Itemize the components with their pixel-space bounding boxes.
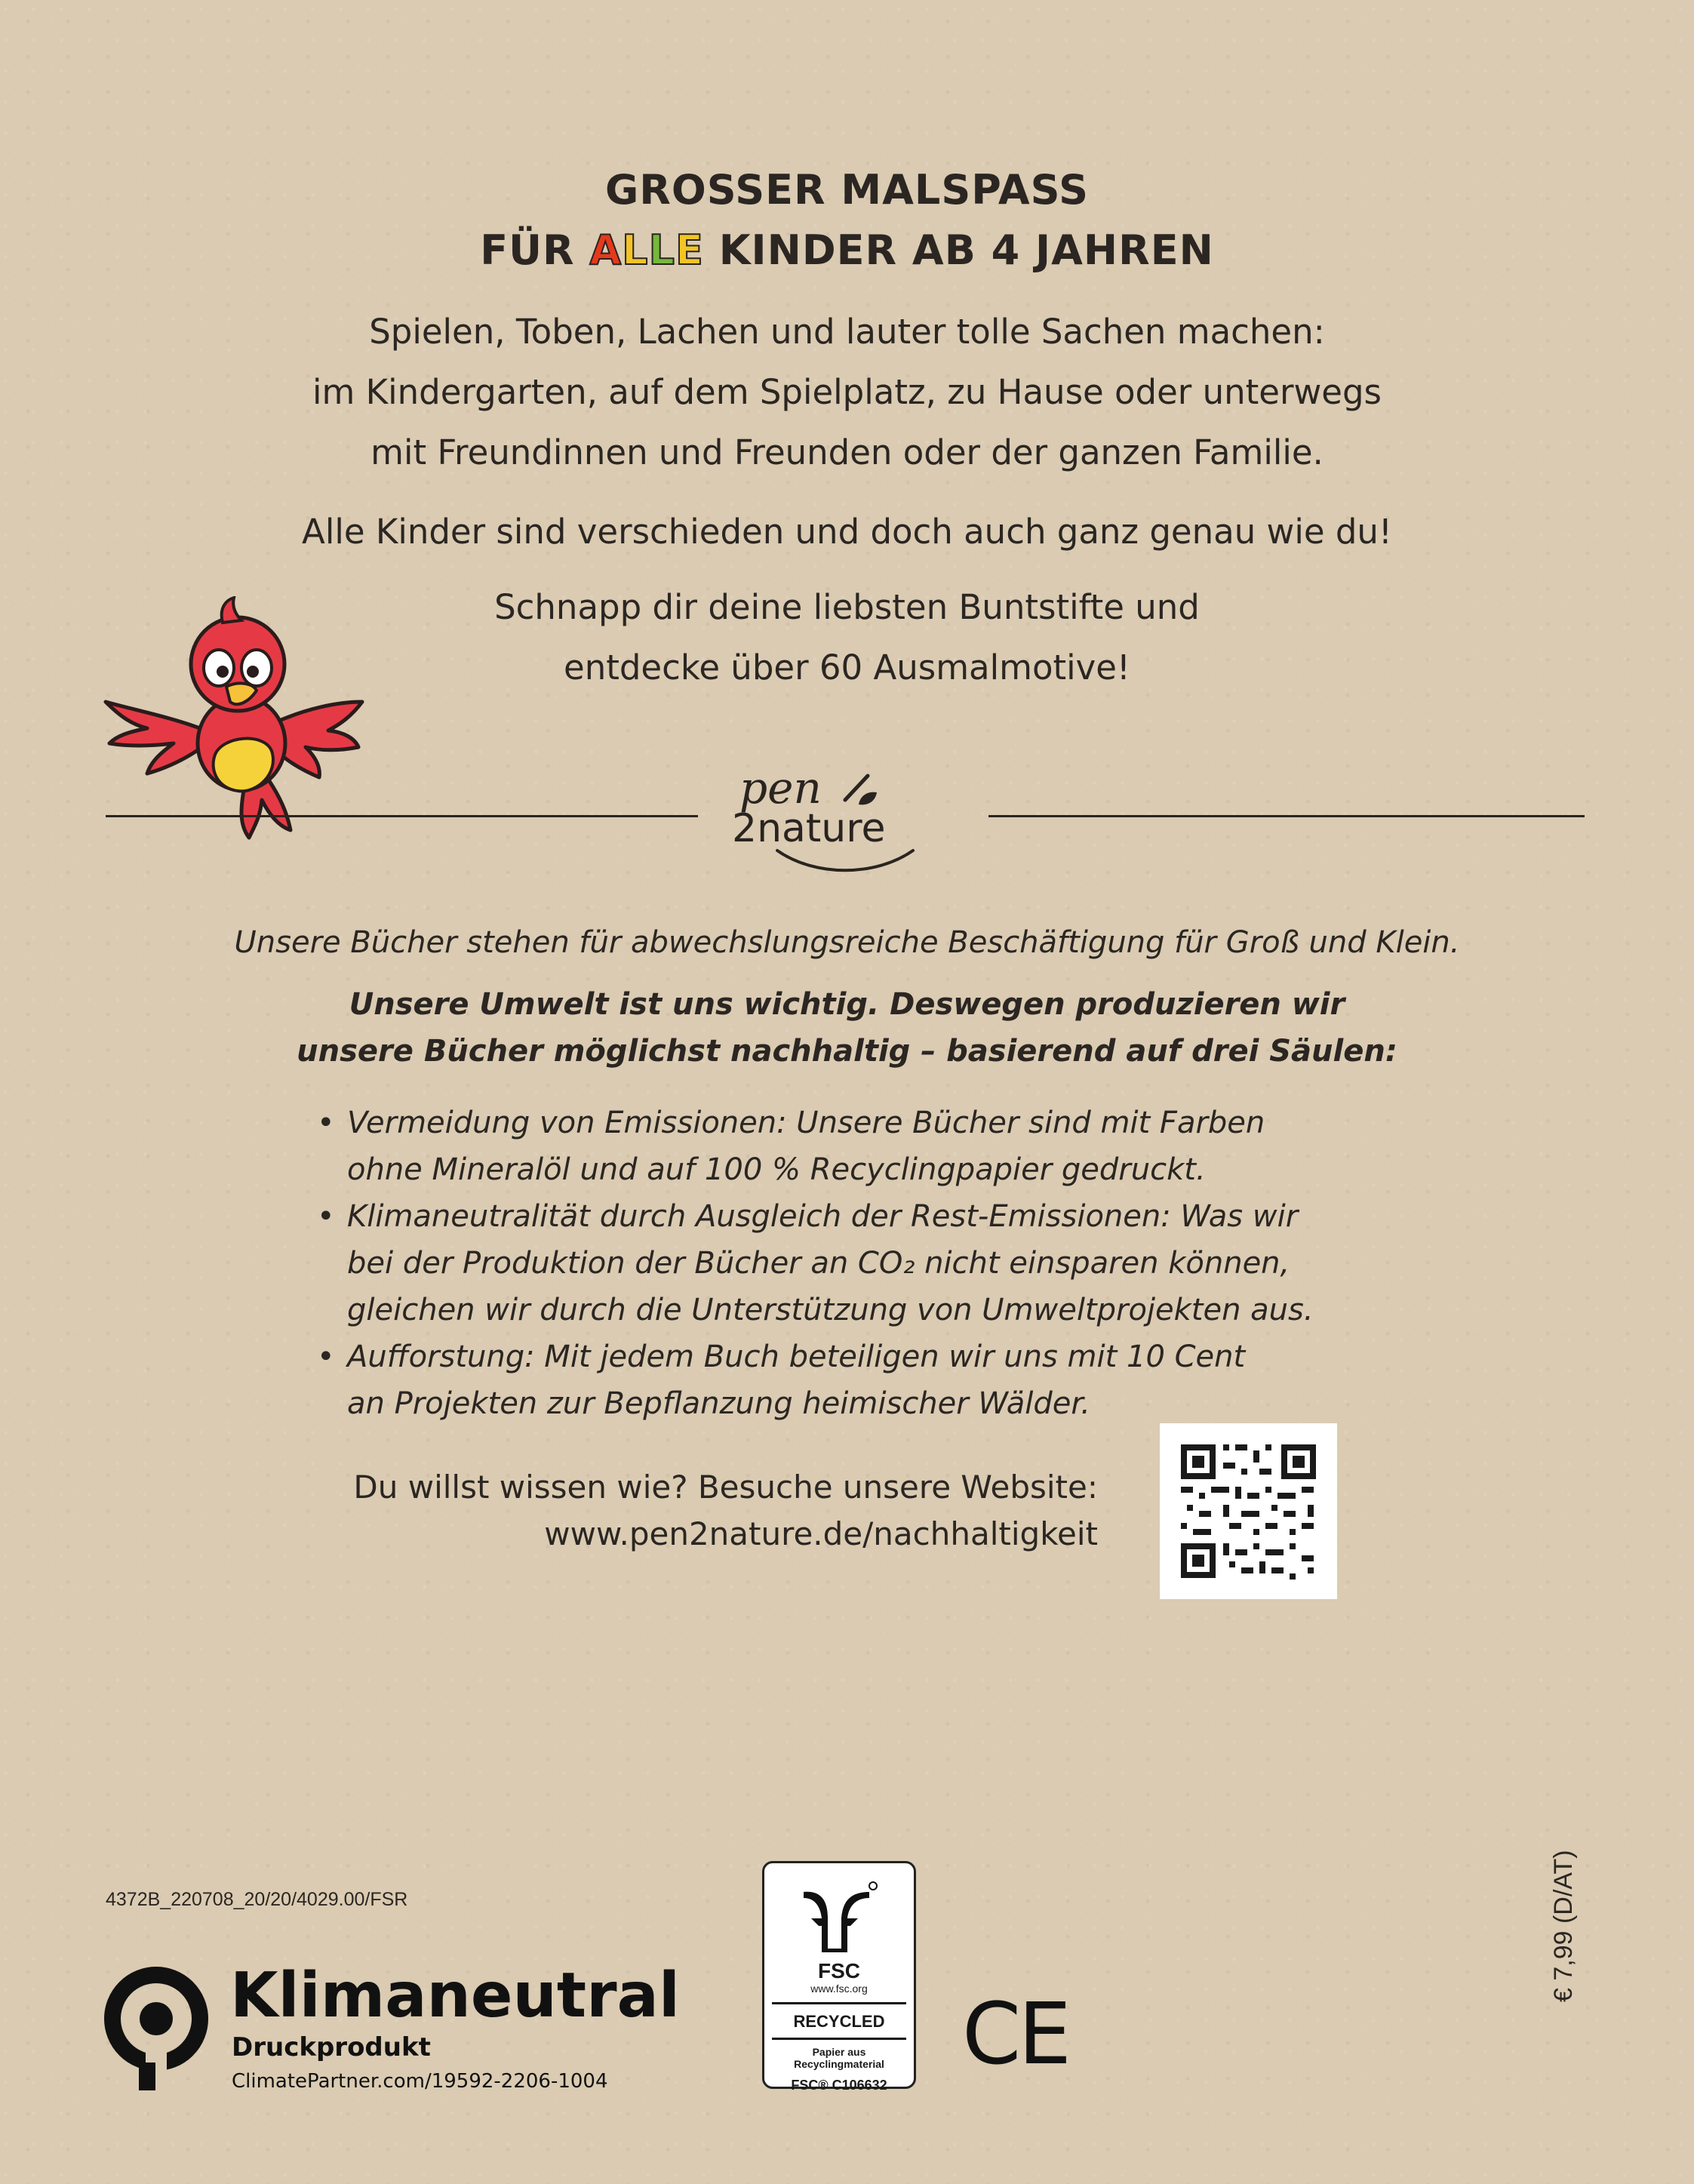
website-prompt: Du willst wissen wie? Besuche unsere Website: (353, 1469, 1098, 1506)
headline-line-1: GROSSER MALSPASS (604, 166, 1090, 214)
headline-highlight (589, 226, 718, 274)
sustainability-intro-line: unsere Bücher möglichst nachhaltig – basierend auf drei Säulen: (297, 1034, 1397, 1069)
intro-paragraph (0, 302, 1694, 483)
pillar-line: • Klimaneutralität durch Ausgleich der Rest-Emissionen: Was wir (347, 1199, 1299, 1234)
highlight-letter: L (648, 226, 675, 274)
climate-partner-icon (102, 1966, 211, 2090)
pillar-line: bei der Produktion der Bücher an CO₂ nicht einsparen können, (347, 1246, 1290, 1281)
tagline: Unsere Bücher stehen für abwechslungsreiche Beschäftigung für Groß und Klein. (234, 925, 1460, 960)
fsc-url: www.fsc.org (810, 1983, 868, 1995)
fsc-divider (772, 2038, 906, 2040)
pillar-item (317, 1193, 1373, 1333)
logo-pen-text: pen (739, 762, 822, 814)
sustainability-intro (0, 981, 1694, 1075)
pillar-line: an Projekten zur Bepflanzung heimischer Wälder. (347, 1386, 1090, 1421)
parrot-illustration (102, 596, 374, 845)
intro-line: Schnapp dir deine liebsten Buntstifte und (494, 587, 1200, 627)
pillar-item (317, 1100, 1373, 1193)
pillar-line: • Vermeidung von Emissionen: Unsere Bücher sind mit Farben (347, 1106, 1265, 1140)
highlight-letter: E (675, 226, 704, 274)
divider-line-left (106, 815, 698, 817)
fsc-paper-line: Recyclingmaterial (794, 2058, 884, 2070)
climate-partner-id: ClimatePartner.com/19592-2206-1004 (232, 2070, 608, 2093)
fsc-recycled-badge (762, 1861, 916, 2093)
fsc-code: FSC® C106632 (791, 2078, 887, 2093)
fsc-divider (772, 2002, 906, 2004)
headline-suffix: KINDER AB 4 JAHREN (718, 226, 1214, 274)
qr-code-icon (1160, 1423, 1337, 1599)
logo-smile-arc (770, 847, 921, 877)
intro-line: mit Freundinnen und Freunden oder der ganzen Familie. (370, 432, 1324, 472)
fsc-tree-icon (798, 1877, 881, 1960)
pillar-line: ohne Mineralöl und auf 100 % Recyclingpapier gedruckt. (347, 1152, 1206, 1187)
fsc-label: FSC (818, 1959, 860, 1983)
ce-mark: CE (962, 1986, 1068, 2084)
pillar-line: gleichen wir durch die Unterstützung von Umweltprojekten aus. (347, 1293, 1314, 1327)
website-url[interactable]: www.pen2nature.de/nachhaltigkeit (544, 1515, 1098, 1552)
fsc-recycled: RECYCLED (793, 2012, 885, 2031)
climate-neutral-subtitle: Druckprodukt (232, 2032, 431, 2062)
sustainability-intro-line: Unsere Umwelt ist uns wichtig. Deswegen produzieren wir (349, 987, 1345, 1022)
pillars-list (317, 1100, 1373, 1427)
headline-line-2 (0, 220, 1694, 281)
highlight-letter: L (622, 226, 649, 274)
intro-diversity: Alle Kinder sind verschieden und doch auch ganz genau wie du! (302, 512, 1392, 552)
article-code: 4372B_220708_20/20/4029.00/FSR (106, 1889, 408, 1910)
price-label: € 7,99 (D/AT) (1549, 1850, 1578, 2002)
divider-line-right (988, 815, 1585, 817)
qr-code[interactable] (1160, 1423, 1337, 1599)
website-block (226, 1464, 1098, 1558)
pen2nature-logo (724, 762, 966, 875)
pillar-item (317, 1333, 1373, 1427)
headline-prefix: FÜR (480, 226, 575, 274)
pillar-line: • Aufforstung: Mit jedem Buch beteiligen wir uns mit 10 Cent (347, 1340, 1246, 1374)
intro-line: entdecke über 60 Ausmalmotive! (564, 648, 1130, 687)
climate-neutral-title: Klimaneutral (230, 1960, 680, 2032)
logo-2nature-text: 2nature (732, 806, 886, 851)
intro-line: im Kindergarten, auf dem Spielplatz, zu Hause oder unterwegs (312, 372, 1382, 412)
fsc-paper-line: Papier aus (812, 2046, 866, 2058)
highlight-letter: A (589, 226, 623, 274)
climate-neutral-badge (102, 1960, 690, 2102)
intro-line: Spielen, Toben, Lachen und lauter tolle Sachen machen: (369, 312, 1325, 352)
